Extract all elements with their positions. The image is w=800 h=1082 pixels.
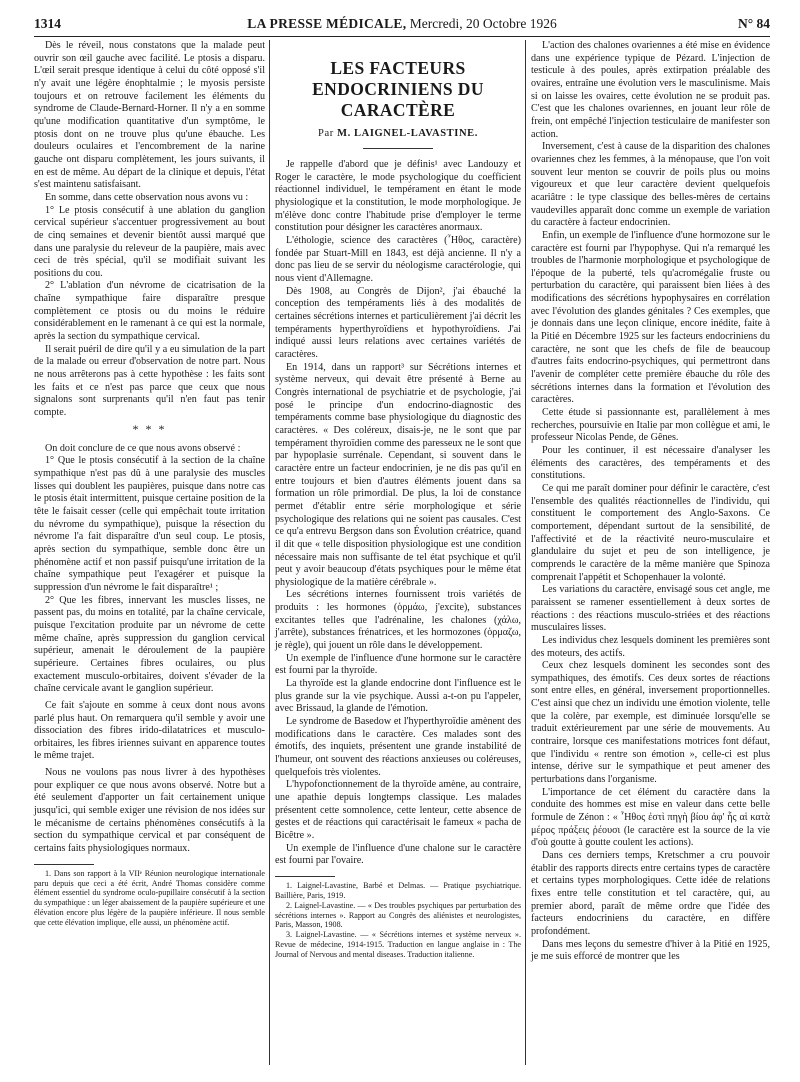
column-divider [525, 40, 526, 1065]
paragraph: La thyroïde est la glande endocrine dont l'influence est le plus grande sur la vie psychique. Aussi a-t-on pu l'appeler, avec Brissaud, la glande de l'émotion. [275, 678, 521, 715]
footnote: 1. Dans son rapport à la VIIᵉ Réunion neurologique internationale paru depuis que ceci a été écrit, André Thomas considère comme élément essentiel du syndrome oculo-pupillaire consécutif à la section du sympathique : un léger abaissement de la paupière supérieure et une élévation encore plus légère de la paupière inférieure. Il nous semble que cette élévation implique, elle aussi, un phénomène actif. [34, 868, 265, 928]
paragraph: L'éthologie, science des caractères (῏Ηθος, caractère) fondée par Stuart-Mill en 1843, est déjà ancienne. Il n'y a donc pas lieu de se servir du néologisme caractérologie, qui nous vient d'Allemagne. [275, 235, 521, 285]
paragraph: Pour les continuer, il est nécessaire d'analyser les éléments des caractères, des tempéraments et des constitutions. [531, 445, 770, 482]
paragraph: On doit conclure de ce que nous avons observé : [45, 442, 241, 454]
column-divider [269, 40, 270, 1065]
paragraph: Les individus chez lesquels dominent les premières sont des moteurs, des actifs. [531, 634, 770, 659]
paragraph: Les sécrétions internes fournissent trois variétés de produits : les hormones (ὁρμάω, j'excite), substances excitantes telles que l'adrénaline, les chalones (χάλω, j'arrête), substances frénatrices, et les hormozones (ὁρμαζω, je règle), qui jouent un rôle dans le développement. [275, 589, 521, 652]
page-header [34, 14, 770, 37]
paragraph: Ce qui me paraît dominer pour définir le caractère, c'est l'ensemble des qualités réactionnelles de l'individu, qui constituent le comportement des Anglo-Saxons. Ce comportement, dépendant surtout de la sensibilité, de l'affectivité et de la réactivité neuro-musculaire et glandulaire du sujet et peu de son intelligence, je comprends le caractère de la même manière que Spinoza comprenait l'appétit et Schopenhauer la volonté. [531, 482, 770, 583]
paragraph: Les variations du caractère, envisagé sous cet angle, me paraissent se ramener essentiellement à deux sortes de réactions : des réactions musculo-striées et des réactions musculaires lisses. [531, 584, 770, 634]
paragraph: 2° L'ablation d'un névrome de cicatrisation de la chaîne sympathique faire disparaître presque complètement ce ptosis ou du moins le réduire considérablement en le ramenant à ce qui est la normale, après la section du sympathique cervical. [34, 280, 265, 343]
paragraph: Le syndrome de Basedow et l'hyperthyroïdie amènent des modifications dans le caractère. Ces malades sont des émotifs, des inquiets, présentent une grande instabilité de l'humeur, ont souvent des réactions anxieuses ou coléreuses, quelquefois très violentes. [275, 716, 521, 778]
paragraph: L'action des chalones ovariennes a été mise en évidence dans une expérience typique de Pézard. L'injection de testicule à des poules, après extirpation préalable des ovaires, entraîne une évolution vers le masculinisme. Mais si on laisse les ovaires, cette évolution ne se produit pas. C'est que les chalones ovariennes, en jouant leur rôle de frein, ont empêché l'injection testiculaire de manifester son action. [531, 40, 770, 140]
paragraph: En somme, dans cette observation nous avons vu : [45, 191, 249, 203]
paragraph: 1° Que le ptosis consécutif à la section de la chaîne sympathique n'est pas dû à une paralysie des muscles lisses qui doublent les paupières, puisque dans notre cas le ptosis était intermittent, puisque certaine position de la tête le faisait cesser (celle qui empêchait toute irritation du névrome du sympathique), puisque la résection du névrome l'a fait disparaître d'un seul coup. Le ptosis, après section du sympathique, semble donc être un phénomène actif et non passif puisqu'une irritation de la chaîne sympathique peut l'exagérer et puisque la suppression d'un névrome le fait disparaître¹ ; [34, 455, 265, 593]
paragraph: Inversement, c'est à cause de la disparition des chalones ovariennes chez les femmes, à la ménopause, que l'on voit souvent leur menton se couvrir de poils plus ou moins vigoureux et que leur caractère devient quelquefois acariâtre : le type classique des belles-mères de certains vaudevilles apparaît donc comme un exemple de variation du caractère à facteur endocrinien. [531, 141, 770, 229]
paragraph: Dans mes leçons du semestre d'hiver à la Pitié en 1925, je me suis efforcé de montrer que les [531, 938, 770, 963]
article-title: LES FACTEURS ENDOCRINIENS DU CARACTÈRE [312, 58, 484, 120]
paragraph: Ceux chez lesquels dominent les secondes sont des sympathiques, des émotifs. Ces deux sortes de réactions sont entre elles, en général, inversement proportionnelles. C'est ainsi que chez un individu une émotion violente, telle que la colère, par exemple, est diminuée lorsqu'elle se traduit extérieurement par une série de mouvements. Au contraire, lorsque ces manifestations motrices font défaut, que l'individu « rentre son émotion », celle-ci est plus intense, dérive sur le sympathique et peut amener des perturbations dans l'organisme. [531, 660, 770, 786]
paragraph: Un exemple de l'influence d'une chalone sur le caractère est fourni par l'ovaire. [275, 842, 521, 867]
column-left [34, 40, 265, 928]
page-number: 1314 [34, 16, 61, 31]
paragraph: Je rappelle d'abord que je définis¹ avec Landouzy et Roger le caractère, le mode psychologique du coefficient réactionnel individuel, le tempérament en étant le mode physiologique et la constitution, le mode morphologique. Je m'élève donc contre l'habitude prise d'employer le terme constitution pour désigner les caractères anormaux. [275, 159, 521, 234]
paragraph: Cette étude si passionnante est, parallèlement à mes recherches, poursuivie en Italie par mon collègue et ami, le professeur Nicolas Pende, de Gênes. [531, 407, 770, 444]
paragraph: 1° Le ptosis consécutif à une ablation du ganglion cervical supérieur s'accentuer progressivement au bout de cinq semaines et devenir bientôt aussi marqué que dans une paralysie du releveur de la paupière, mais avec ceci de très spécial, qu'il se modifiait suivant les positions du cou. [34, 204, 265, 279]
section-asterism: * * * [132, 421, 167, 436]
footnote: 2. Laignel-Lavastine. — « Des troubles psychiques par perturbation des sécrétions internes ». Rapport au Congrès des aliénistes et neurologistes, Paris, Masson, 1908. [275, 900, 521, 930]
issue-number: N° 84 [737, 16, 770, 31]
title-rule [363, 148, 433, 149]
footnote: 3. Laignel-Lavastine. — « Sécrétions internes et système nerveux ». Revue de médecine, 1914-1915. Traduction en langue anglaise in : The Journal of Nervous and mental diseases. Traduction italienne. [275, 930, 521, 959]
paragraph: Dans ces derniers temps, Kretschmer a cru pouvoir établir des rapports directs entre certains types de caractère et certains types morphologiques. Cette idée de relations fixes entre telle constitution et tel caractère, qui, au premier abord, paraît de même ordre que l'idée des facteurs endocriniens du caractère, en diffère profondément. [531, 850, 770, 937]
paragraph: Il serait puéril de dire qu'il y a eu simulation de la part de la malade ou erreur d'observation de notre part. Nous ne nous arrêterons pas à cette hypothèse : les faits sont les faits et ce n'est pas parce que ceux que nous signalons sont surprenants qu'il n'en faut pas tenir compte. [34, 343, 265, 419]
paragraph: L'importance de cet élément du caractère dans la conduite des hommes est mise en valeur dans cette belle formule de Zénon : « ῏Ηθος ἐστὶ πηγὴ βίου ἀφ' ἧς αἱ κατὰ μέρος πράξεις ῥέουσι (le caractère est la source de la vie d'où goutte à goutte coulent les actions). [531, 786, 770, 849]
paragraph: Ce fait s'ajoute en somme à ceux dont nous avons parlé plus haut. On remarquera qu'il semble y avoir une dissociation des fibres irido-dilatatrices et musculo-orbitaires, les fibres iriennes suivant en apparence toutes le même trajet. [34, 699, 265, 762]
column-right [531, 40, 770, 964]
issue-date: Mercredi, 20 Octobre 1926 [409, 16, 557, 31]
footnote-rule [34, 864, 94, 865]
column-middle [275, 40, 521, 960]
paragraph: Dès 1908, au Congrès de Dijon², j'ai ébauché la conception des tempéraments liés à des modalités de certaines sécrétions internes et particulièrement j'ai décrit les tempéraments hyperthyroïdiens et hypothyroïdiens. J'ai indiqué aussi leurs relations avec certaines variétés de caractères. [275, 285, 521, 361]
paragraph: L'hypofonctionnement de la thyroïde amène, au contraire, une apathie depuis longtemps classique. Les malades présentent cette somnolence, cette lenteur, cette absence de gestes et de réactions qui caractérisait le fameux « pacha de Bicêtre ». [275, 779, 521, 841]
footnote: 1. Laignel-Lavastine, Barbé et Delmas. — Pratique psychiatrique. Baillière, Paris, 1919. [275, 880, 521, 900]
masthead [34, 16, 770, 32]
article-byline [275, 127, 521, 140]
paragraph: Enfin, un exemple de l'influence d'une hormozone sur le caractère est fourni par l'hypophyse. Qui n'a remarqué les troubles de l'harmonie morphologique et psychologique de l'époque de la puberté, tels qu'acromégalie fruste ou perturbation du caractère, qui paraissent bien liées à des modifications des sécrétions hypophysaires en corrélation avec l'évolution des glandes génitales ? Ces exemples, que je donnais dans une leçon clinique, encore inédite, faite à la Pitié en Décembre 1925 sur les facteurs endocriniens du caractère, ne sont que les chefs de file de beaucoup d'autres faits endocrino-psychiques, qui permettront dans l'avenir de compléter cette première ébauche du rôle des sécrétions internes dans la formation et l'évolution des caractères. [531, 229, 770, 406]
paragraph: Dès le réveil, nous constatons que la malade peut ouvrir son œil gauche avec facilité. Le ptosis a disparu. L'œil serait presque identique à celui du côté opposé s'il n'y avait une légère énophtalmie ; le myosis persiste toujours et on retrouve facilement les éléments du syndrome de Claude-Bernard-Horner. Il n'y a en somme qu'une modification quantitative d'un symptôme, le ptosis dont on ne trouve plus qu'une ébauche. Les douleurs oculaires et l'encombrement de la narine gauche ont disparu complètement, les jours suivants, il en est de même. Au départ de la clinique et depuis, l'état s'est maintenu satisfaisant. [34, 40, 265, 191]
byline-prefix: Par [318, 128, 334, 139]
paragraph: Un exemple de l'influence d'une hormone sur le caractère est fourni par la thyroïde. [275, 652, 521, 677]
paragraph: En 1914, dans un rapport³ sur Sécrétions internes et système nerveux, qui devait être présenté à Berne au Congrès international de psychiatrie et de psychologie, j'ai posé le principe d'un endocrino-diagnostic des tempéraments comme base physiologique du diagnostic des caractères. « Des coléreux, disais-je, ne le sont que par tempérament thyroïdien comme des paresseux ne le sont que par hypoplasie surrénale. Cependant, si souvent dans le caractère entre un facteur endocrinien, je ne dis pas qu'il en entre toujours et bien d'autres éléments jouent dans sa formation un rôle primordial. De plus, la loi de constance permet d'établir entre série morphologique et série psychologique des relations qui ne soient pas causales. C'est ce qu'a entrevu Bergson dans son Évolution créatrice, quand il dit que « telle disposition physiologique est une condition nécessaire mais non suffisante de tel état psychique et qu'il peut y avoir beaucoup d'états psychiques pour le même état physiologique de la matière cérébrale ». [275, 361, 521, 588]
paragraph: Nous ne voulons pas nous livrer à des hypothèses pour expliquer ce que nous avons observé. Notre but a été seulement d'apporter un fait certainement unique jusqu'ici, qui semble exiger une révision de nos idées sur le mécanisme de certains phénomènes consécutifs à la section du sympathique cervical et par conséquent de certains faits physiologiques normaux. [34, 767, 265, 855]
journal-name: LA PRESSE MÉDICALE, [247, 16, 407, 31]
paragraph: 2° Que les fibres, innervant les muscles lisses, ne passent pas, du moins en totalité, par la chaîne cervicale, puisque l'excitation produite par un névrome de cette même chaîne, après suppression du ganglion cervical supérieur, amenait le déroulement de la paupière supérieure. Certaines fibres oculaires, ou plus exactement musculo-orbitaires, doivent s'évader de la chaîne cervicale avant le ganglion supérieur. [34, 594, 265, 695]
author-name: M. LAIGNEL-LAVASTINE. [337, 128, 478, 139]
footnote-rule [275, 876, 335, 877]
